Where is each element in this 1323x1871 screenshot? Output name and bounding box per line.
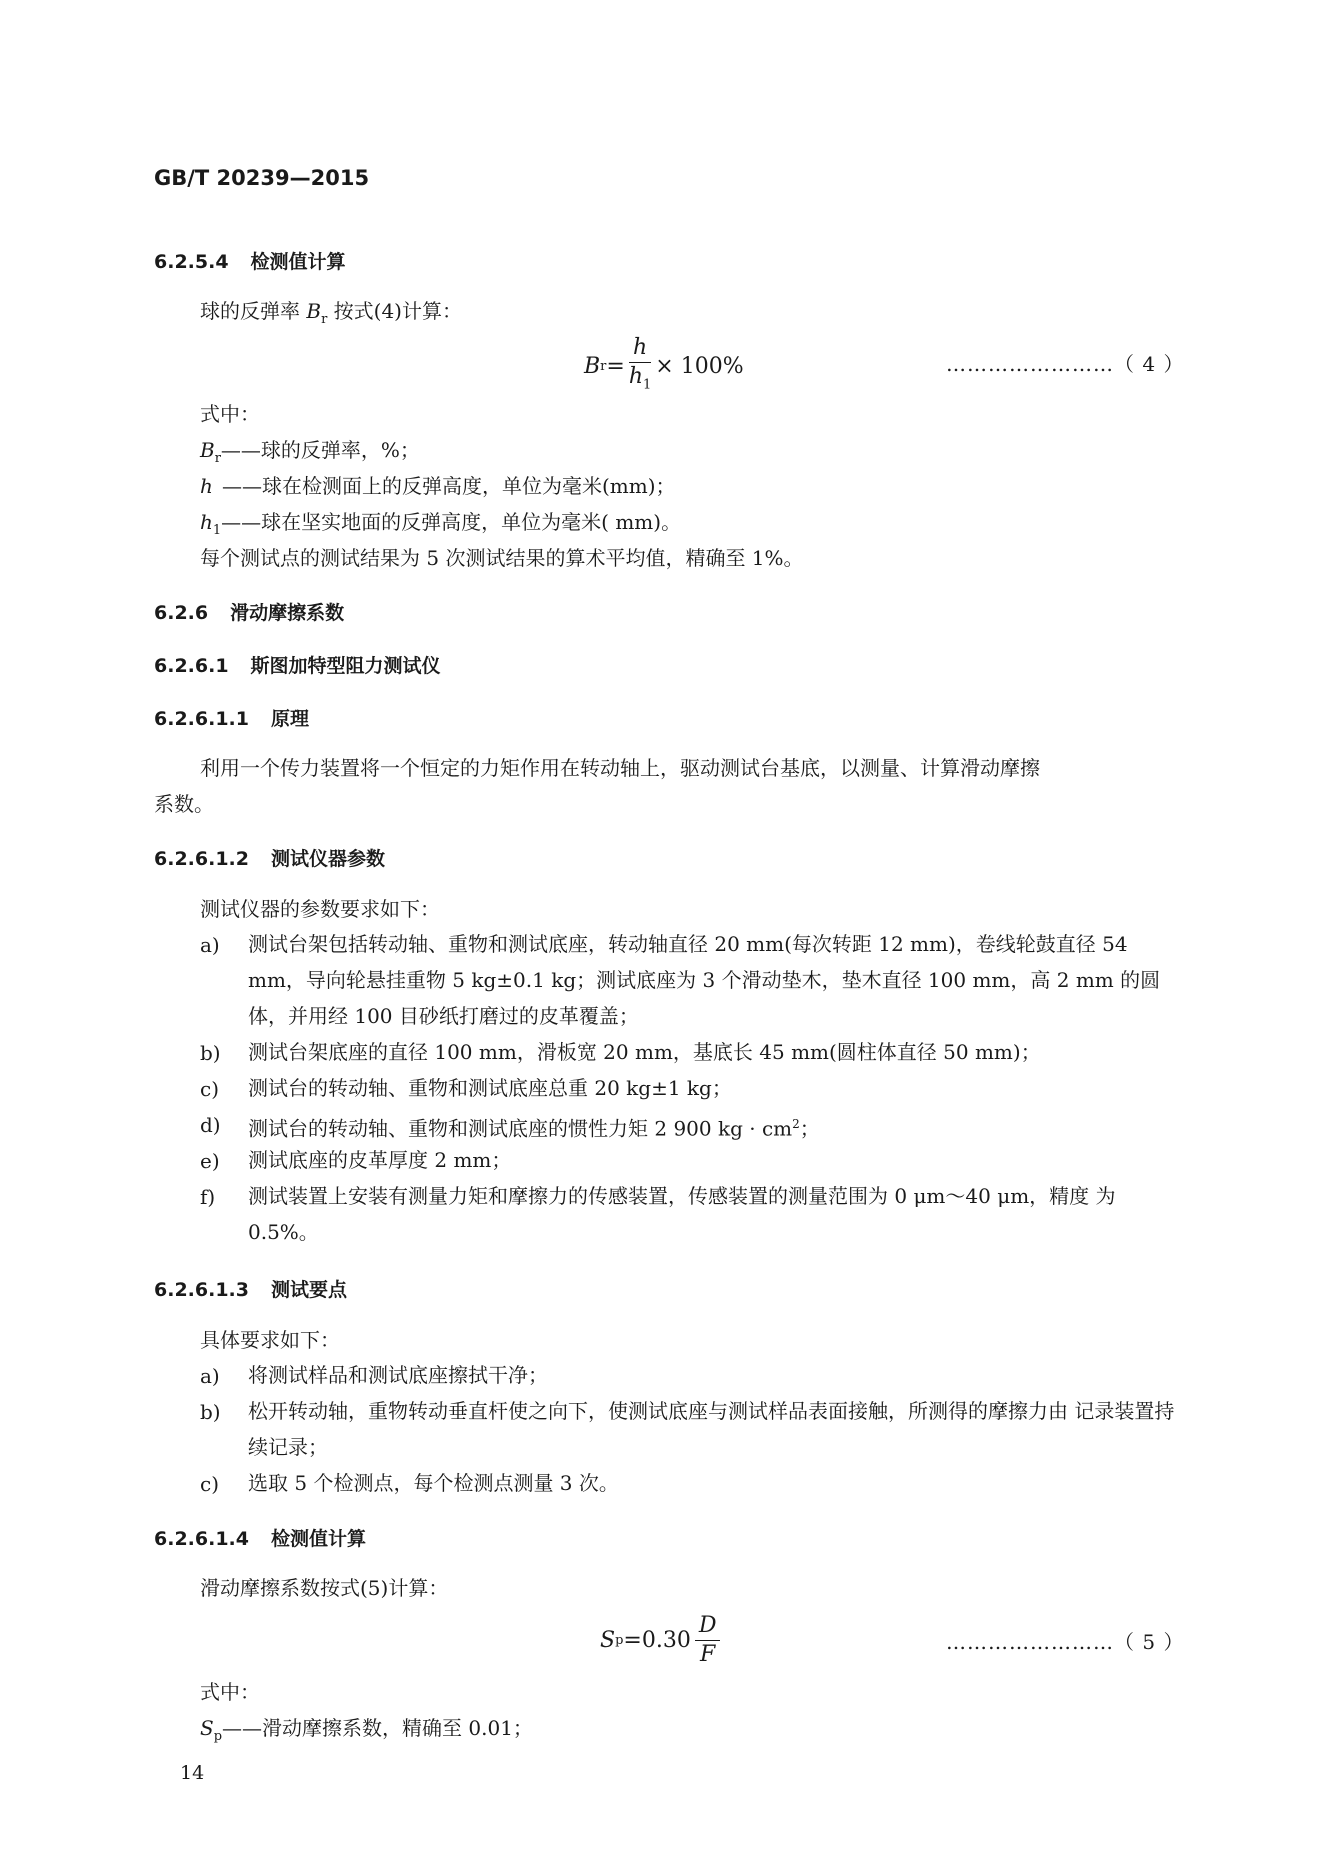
formula4-eq: =	[606, 354, 625, 380]
formula4-numerator: h	[629, 334, 651, 363]
param-c-label: c)	[200, 1077, 220, 1101]
section-6-2-6-1-3-heading: 6.2.6.1.3 测试要点	[154, 1279, 347, 1301]
standard-code-header: GB/T 20239—2015	[154, 166, 370, 190]
param-f-text: 测试装置上安装有测量力矩和摩擦力的传感装置，传感装置的测量范围为 0 μm～40 μm，精度 为 0.5%。	[248, 1184, 1116, 1244]
definition-rebound-height-ground: $h_1——$球在坚实地面的反弹高度，单位为毫米( mm)。	[200, 510, 682, 538]
params-intro: 测试仪器的参数要求如下：	[200, 897, 440, 921]
formula-5	[600, 1612, 724, 1669]
section-title: 检测值计算	[250, 251, 346, 273]
section-6-2-6-1-2-heading: 6.2.6.1.2 测试仪器参数	[154, 848, 385, 870]
point-b-text: 松开转动轴，重物转动垂直杆使之向下，使测试底座与测试样品表面接触，所测得的摩擦力由 记录装置持续记录；	[248, 1399, 1175, 1459]
formula5-eq: =0.30	[623, 1628, 691, 1653]
result-paragraph: 每个测试点的测试结果为 5 次测试结果的算术平均值，精确至 1%。	[200, 546, 804, 570]
param-b-label: b)	[200, 1041, 221, 1065]
equation-number-4: ……………………（ 4 ）	[946, 352, 1185, 376]
param-a-text: 测试台架包括转动轴、重物和测试底座，转动轴直径 20 mm(每次转距 12 mm)，卷线轮鼓直径 54 mm，导向轮悬挂重物 5 kg±0.1 kg；测试底座为 3 个滑动垫木，垫木直径 100 mm，高 2 mm 的圆体，并用经 100 目砂纸打磨过的皮革覆盖；	[248, 932, 1161, 1028]
friction-intro: 滑动摩擦系数按式(5)计算：	[200, 1576, 449, 1600]
rebound-symbol-sub: r	[321, 312, 328, 327]
section-number: 6.2.5.4	[154, 251, 229, 273]
formula5-fraction	[695, 1612, 721, 1669]
section-6-2-5-4-heading	[154, 247, 346, 274]
param-a-label: a)	[200, 933, 220, 957]
section-6-2-6-1-4-heading: 6.2.6.1.4 检测值计算	[154, 1528, 366, 1550]
formula4-rhs: × 100%	[655, 354, 744, 380]
param-e-label: e)	[200, 1149, 220, 1173]
equation-number-5: ……………………（ 5 ）	[946, 1630, 1185, 1654]
point-a-text: 将测试样品和测试底座擦拭干净；	[248, 1363, 548, 1387]
rebound-intro-paragraph	[200, 299, 462, 328]
param-d-text: 测试台的转动轴、重物和测试底座的惯性力矩 2 900 kg · $cm^2$；	[248, 1116, 820, 1141]
formula5-lhs: S	[600, 1628, 616, 1653]
page-number: 14	[180, 1762, 205, 1784]
param-b-text: 测试台架底座的直径 100 mm，滑板宽 20 mm，基底长 45 mm(圆柱体直径 50 mm)；	[248, 1040, 1041, 1064]
rebound-intro-text: 球的反弹率	[200, 299, 300, 323]
section-6-2-6-heading: 6.2.6 滑动摩擦系数	[154, 602, 345, 624]
rebound-symbol: B	[306, 299, 322, 323]
formula4-denominator: $h_1$	[628, 364, 652, 393]
definition-rebound-rate: $B_r——$球的反弹率，%；	[200, 438, 420, 466]
section-6-2-6-1-heading: 6.2.6.1 斯图加特型阻力测试仪	[154, 655, 441, 677]
where-label-2: 式中：	[200, 1680, 260, 1704]
point-c-text: 选取 5 个检测点，每个检测点测量 3 次。	[248, 1471, 619, 1495]
param-f-label: f)	[200, 1185, 216, 1209]
param-c-text: 测试台的转动轴、重物和测试底座总重 20 kg±1 kg；	[248, 1076, 732, 1100]
where-label-1: 式中：	[200, 402, 260, 426]
principle-paragraph-line-2: 系数。	[154, 792, 214, 816]
section-6-2-6-1-1-heading: 6.2.6.1.1 原理	[154, 708, 309, 730]
definition-rebound-height: h ——球在检测面上的反弹高度，单位为毫米(mm)；	[200, 474, 676, 498]
formula4-lhs-sub: r	[600, 359, 607, 375]
point-c-label: c)	[200, 1472, 220, 1496]
formula5-denominator: F	[700, 1642, 716, 1667]
formula4-lhs: B	[584, 354, 601, 380]
formula-4	[584, 334, 744, 399]
param-d-label: d)	[200, 1113, 221, 1137]
points-intro: 具体要求如下：	[200, 1328, 340, 1352]
formula5-lhs-sub: p	[615, 1633, 624, 1648]
point-a-label: a)	[200, 1364, 220, 1388]
param-e-text: 测试底座的皮革厚度 2 mm；	[248, 1148, 512, 1172]
principle-paragraph-line-1: 利用一个传力装置将一个恒定的力矩作用在转动轴上，驱动测试台基底，以测量、计算滑动摩擦	[200, 756, 1040, 780]
definition-friction-coefficient: $S_p——$滑动摩擦系数，精确至 0.01；	[200, 1716, 533, 1744]
formula4-fraction	[629, 334, 651, 399]
rebound-intro-text-2: 按式(4)计算：	[333, 299, 462, 323]
formula5-numerator: D	[695, 1612, 721, 1641]
point-b-label: b)	[200, 1400, 221, 1424]
